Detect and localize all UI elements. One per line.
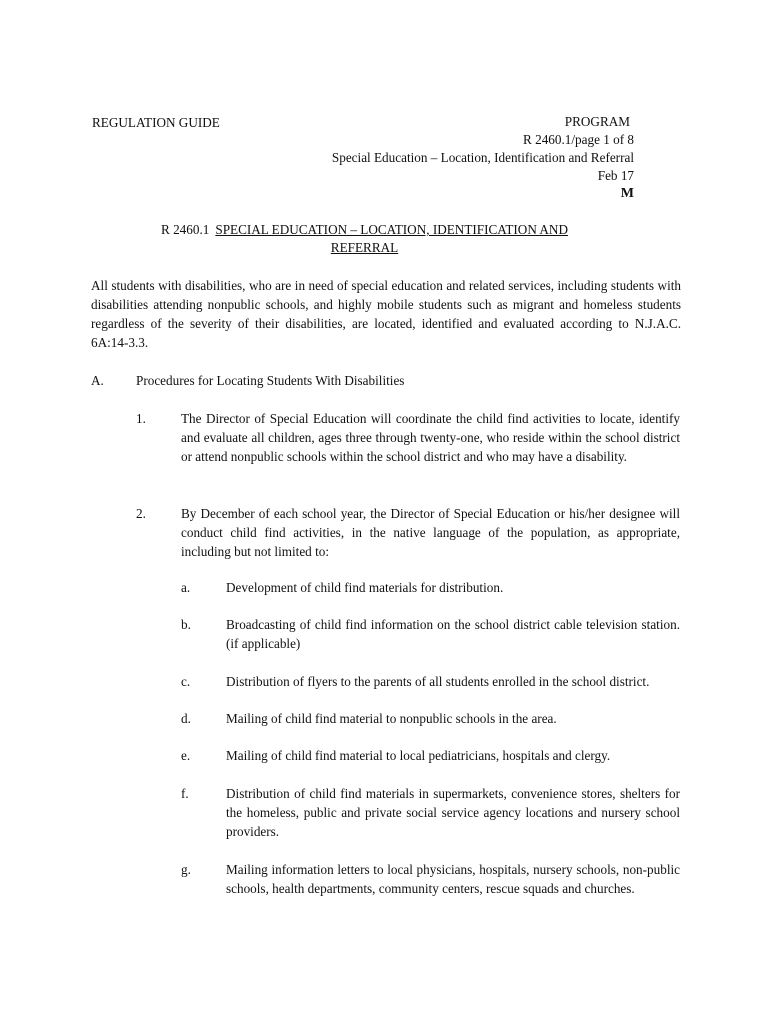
lettered-item-text: Broadcasting of child find information on the school district cable television station. (if applicable)	[226, 617, 680, 651]
section-a-label: A.	[91, 373, 104, 388]
page-reference: R 2460.1/page 1 of 8	[523, 132, 634, 147]
lettered-item-text: Mailing of child find material to nonpublic schools in the area.	[226, 711, 557, 726]
regulation-number: R 2460.1	[161, 222, 210, 237]
regulation-title-text: SPECIAL EDUCATION – LOCATION, IDENTIFICATION AND	[215, 222, 568, 237]
lettered-item-label: e.	[181, 748, 191, 763]
lettered-item-text: Distribution of child find materials in supermarkets, convenience stores, shelters for the homeless, public and private social service agency locations and nursery school providers.	[226, 786, 680, 839]
regulation-title-line-2: REFERRAL	[330, 240, 399, 255]
numbered-item-text: The Director of Special Education will coordinate the child find activities to locate, identify and evaluate all children, ages three through twenty-one, who reside within the school district or attend nonpublic schools within the school district and who may have a disability.	[181, 411, 680, 464]
document-code: M	[620, 186, 634, 201]
intro-paragraph: All students with disabilities, who are in need of special education and related services, including students with disabilities attending nonpublic schools, and highly mobile students such as migrant and homeless students regardless of the severity of their disabilities, are located, identified and evaluated according to N.J.A.C. 6A:14-3.3.	[91, 278, 681, 350]
document-header-info	[332, 113, 634, 203]
document-date: Feb 17	[597, 168, 634, 183]
lettered-item-text: Development of child find materials for distribution.	[226, 580, 504, 595]
lettered-item-text: Mailing information letters to local physicians, hospitals, nursery schools, non-public schools, health departments, community centers, rescue squads and churches.	[226, 862, 680, 896]
regulation-title	[92, 221, 637, 257]
lettered-item-label: a.	[181, 580, 191, 595]
regulation-title-line-1	[92, 221, 637, 239]
lettered-item-label: b.	[181, 617, 191, 632]
numbered-item-label: 2.	[136, 506, 146, 521]
document-subject: Special Education – Location, Identification and Referral	[331, 150, 634, 165]
lettered-item-text: Mailing of child find material to local pediatricians, hospitals and clergy.	[226, 748, 611, 763]
document-category: REGULATION GUIDE	[92, 115, 220, 130]
lettered-item-label: d.	[181, 711, 191, 726]
numbered-item-text: By December of each school year, the Director of Special Education or his/her designee will conduct child find activities, in the native language of the population, as appropriate, including but not limited to:	[181, 506, 680, 559]
lettered-item-label: c.	[181, 674, 191, 689]
numbered-item-label: 1.	[136, 411, 146, 426]
program-label: PROGRAM	[564, 114, 630, 129]
section-a-title: Procedures for Locating Students With Disabilities	[136, 373, 405, 388]
lettered-item-label: f.	[181, 786, 189, 801]
lettered-item-label: g.	[181, 862, 191, 877]
lettered-item-text: Distribution of flyers to the parents of all students enrolled in the school district.	[226, 674, 650, 689]
